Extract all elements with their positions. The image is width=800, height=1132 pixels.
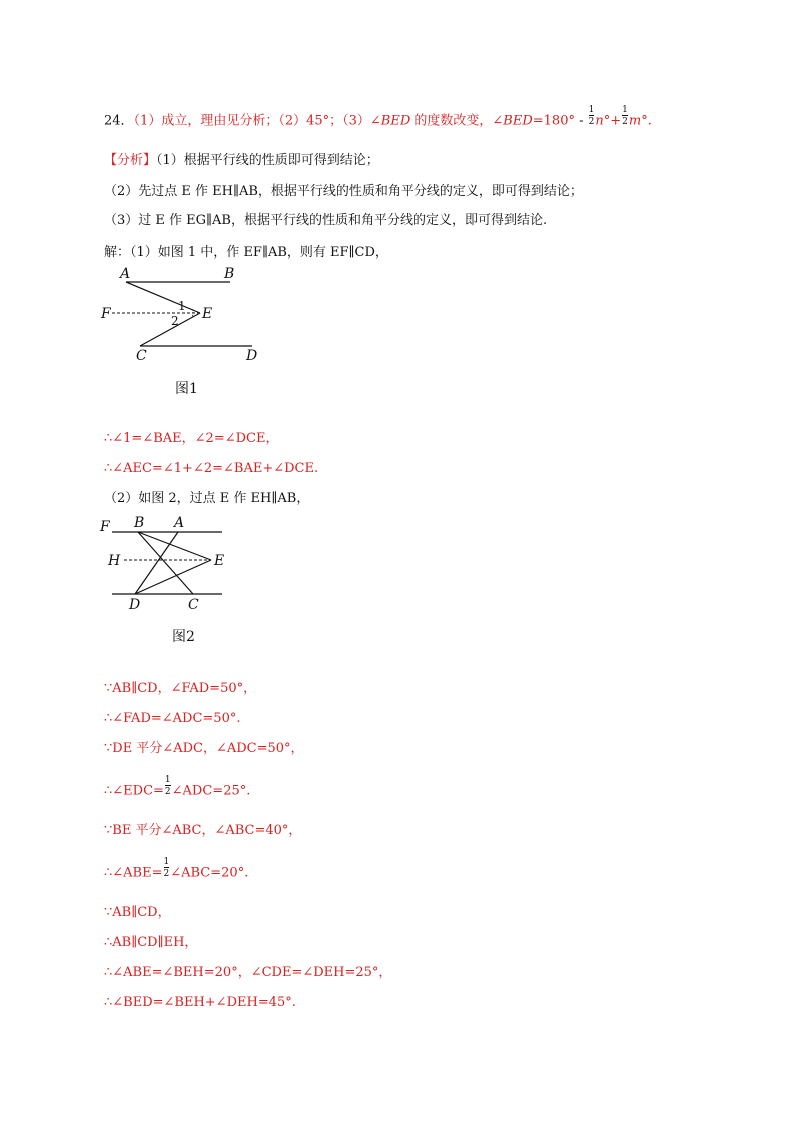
solution-line-7: ∵DE 平分∠ADC，∠ADC=50°， <box>104 741 304 756</box>
figure-1-caption: 图1 <box>175 381 198 397</box>
fig2-label-B: B <box>134 515 145 531</box>
solution-line-2: ∴∠1=∠BAE，∠2=∠DCE， <box>104 431 279 446</box>
analysis-label: 【分析】 <box>104 153 157 168</box>
solution-line-1: 解：（1）如图 1 中，作 EF∥AB，则有 EF∥CD， <box>104 245 388 260</box>
solution-line-13: ∴∠ABE=∠BEH=20°，∠CDE=∠DEH=25°， <box>104 965 392 980</box>
fraction-half-4: $\frac{1}{2}$ <box>163 857 170 879</box>
fig1-label-C: C <box>136 348 147 364</box>
solution-line-3: ∴∠AEC=∠1+∠2=∠BAE+∠DCE. <box>104 461 319 476</box>
fig2-label-D: D <box>129 597 141 613</box>
fig1-label-E: E <box>202 306 213 322</box>
fig2-label-A: A <box>174 515 185 531</box>
analysis-line-1: 【分析】（1）根据平行线的性质即可得到结论； <box>104 153 379 168</box>
solution-line-4: （2）如图 2，过点 E 作 EH∥AB， <box>104 491 310 506</box>
fig2-label-H: H <box>108 553 121 569</box>
solution-line-8: ∴∠EDC= $\frac{1}{2}$ ∠ADC=25°. <box>104 775 251 799</box>
fig2-label-C: C <box>188 597 199 613</box>
fraction-half-1: $\frac{1}{2}$ <box>588 105 595 127</box>
solution-line-12: ∴AB∥CD∥EH， <box>104 935 198 950</box>
solution-line-10: ∴∠ABE= $\frac{1}{2}$ ∠ABC=20°. <box>104 857 249 881</box>
solution-line-9: ∵BE 平分∠ABC，∠ABC=40°， <box>104 823 302 838</box>
figure-1 <box>98 262 268 370</box>
fig1-label-F: F <box>101 306 111 322</box>
fig1-label-A: A <box>120 266 131 282</box>
analysis-line-3: （3）过 E 作 EG∥AB，根据平行线的性质和角平分线的定义，即可得到结论. <box>104 213 548 228</box>
fig1-label-2: 2 <box>171 314 179 328</box>
fig2-label-F: F <box>100 519 110 535</box>
fraction-half-3: $\frac{1}{2}$ <box>164 775 171 797</box>
fig2-label-E: E <box>214 553 225 569</box>
analysis-line-2: （2）先过点 E 作 EH∥AB，根据平行线的性质和角平分线的定义，即可得到结论； <box>104 184 583 199</box>
fig1-label-1: 1 <box>178 299 186 313</box>
solution-line-6: ∴∠FAD=∠ADC=50°. <box>104 711 241 726</box>
solution-line-14: ∴∠BED=∠BEH+∠DEH=45°. <box>104 995 296 1010</box>
question-number: 24． <box>104 113 134 129</box>
answer-line: 24．（1）成立，理由见分析；（2）45°；（3）∠BED 的度数改变，∠BED=180° - $\frac{1}{2}$ n°+ $\frac{1}{2}$ m°. <box>104 105 652 129</box>
fraction-half-2: $\frac{1}{2}$ <box>622 105 628 127</box>
fig1-label-B: B <box>224 266 235 282</box>
solution-line-5: ∵AB∥CD，∠FAD=50°， <box>104 681 257 696</box>
figure-2-caption: 图2 <box>172 629 195 645</box>
solution-line-11: ∵AB∥CD， <box>104 905 171 920</box>
fig1-label-D: D <box>246 348 258 364</box>
figure-2 <box>98 512 238 616</box>
